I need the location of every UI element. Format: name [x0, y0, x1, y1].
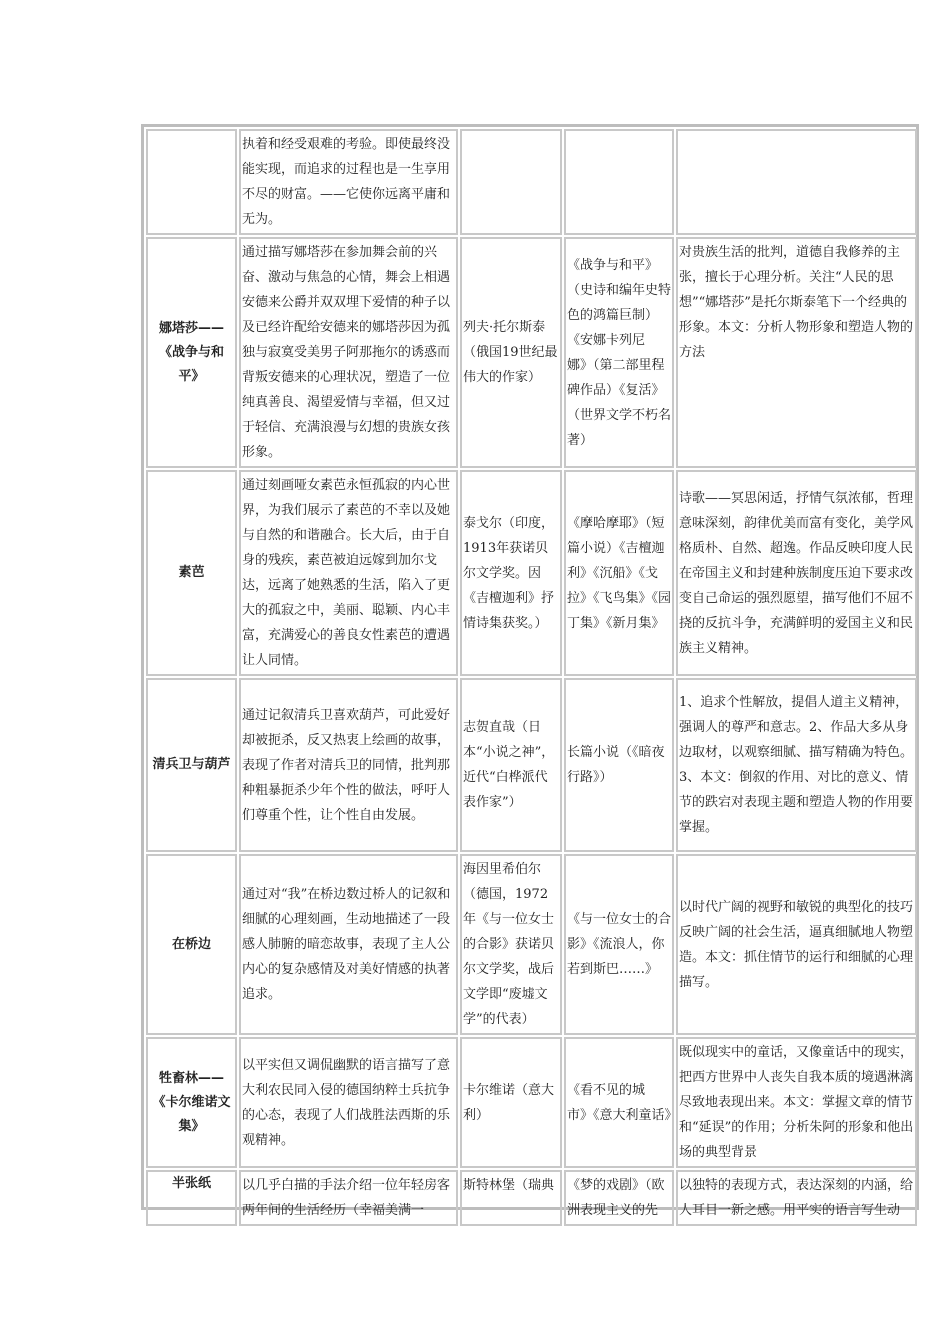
- author-cell: 卡尔维诺（意大利）: [460, 1037, 562, 1168]
- notes-cell: 以独特的表现方式，表达深刻的内涵，给人耳目一新之感。用平实的语言写生动: [676, 1170, 917, 1226]
- work-name-cell: 牲畜林——《卡尔维诺文集》: [146, 1037, 237, 1168]
- summary-cell: 以几乎白描的手法介绍一位年轻房客两年间的生活经历（幸福美满一: [239, 1170, 458, 1226]
- summary-cell: 通过描写娜塔莎在参加舞会前的兴奋、激动与焦急的心情，舞会上相遇安德来公爵并双双埋下爱情的种子以及已经许配给安德来的娜塔莎因为孤独与寂寞受美男子阿那拖尔的诱惑而背叛安德来的心理状况，塑造了一位纯真善良、渴望爱情与幸福，但又过于轻信、充满浪漫与幻想的贵族女孩形象。: [239, 237, 458, 468]
- works-cell: [564, 129, 674, 235]
- work-name-cell: 半张纸: [146, 1170, 237, 1226]
- table-row: [146, 129, 917, 235]
- literature-table: [141, 124, 919, 1218]
- work-name-cell: 娜塔莎——《战争与和平》: [146, 237, 237, 468]
- table-row: [146, 678, 917, 852]
- works-cell: 长篇小说（《暗夜行路》）: [564, 678, 674, 852]
- works-cell: 《摩哈摩耶》（短篇小说）《吉檀迦利》《沉船》《戈拉》《飞鸟集》《园丁集》《新月集》: [564, 470, 674, 676]
- works-cell: 《与一位女士的合影》《流浪人，你若到斯巴……》: [564, 854, 674, 1035]
- table-row: [146, 237, 917, 468]
- notes-cell: 以时代广阔的视野和敏锐的典型化的技巧反映广阔的社会生活，逼真细腻地人物塑造。本文：抓住情节的运行和细腻的心理描写。: [676, 854, 917, 1035]
- summary-cell: 执着和经受艰难的考验。即使最终没能实现，而追求的过程也是一生享用不尽的财富。——它使你远离平庸和无为。: [239, 129, 458, 235]
- table-row: [146, 1037, 917, 1168]
- works-cell: 《战争与和平》（史诗和编年史特色的鸿篇巨制）《安娜卡列尼娜》（第二部里程碑作品）《复活》（世界文学不朽名著）: [564, 237, 674, 468]
- work-name-cell: 在桥边: [146, 854, 237, 1035]
- notes-cell: 诗歌——冥思闲适，抒情气氛浓郁，哲理意味深刻，韵律优美而富有变化，美学风格质朴、自然、超逸。作品反映印度人民在帝国主义和封建种族制度压迫下要求改变自己命运的强烈愿望，描写他们不屈不挠的反抗斗争，充满鲜明的爱国主义和民族主义精神。: [676, 470, 917, 676]
- summary-cell: 以平实但又调侃幽默的语言描写了意大利农民同入侵的德国纳粹士兵抗争的心态，表现了人们战胜法西斯的乐观精神。: [239, 1037, 458, 1168]
- table-row: [146, 470, 917, 676]
- work-name-cell: 素芭: [146, 470, 237, 676]
- literature-table-grid: [144, 127, 919, 1228]
- author-cell: 志贺直哉（日本“小说之神”，近代“白桦派代表作家”）: [460, 678, 562, 852]
- summary-cell: 通过记叙清兵卫喜欢葫芦，可此爱好却被扼杀，反又热衷上绘画的故事，表现了作者对清兵卫的同情，批判那种粗暴扼杀少年个性的做法，呼吁人们尊重个性，让个性自由发展。: [239, 678, 458, 852]
- work-name-cell: 清兵卫与葫芦: [146, 678, 237, 852]
- table-row: [146, 854, 917, 1035]
- author-cell: 斯特林堡（瑞典: [460, 1170, 562, 1226]
- notes-cell: 1、追求个性解放，提倡人道主义精神，强调人的尊严和意志。2、作品大多从身边取材，以观察细腻、描写精确为特色。3、本文：倒叙的作用、对比的意义、情节的跌宕对表现主题和塑造人物的作用要掌握。: [676, 678, 917, 852]
- works-cell: 《看不见的城市》《意大利童话》: [564, 1037, 674, 1168]
- author-cell: [460, 129, 562, 235]
- notes-cell: [676, 129, 917, 235]
- notes-cell: 既似现实中的童话，又像童话中的现实，把西方世界中人丧失自我本质的境遇淋漓尽致地表现出来。本文：掌握文章的情节和“延误”的作用；分析朱阿的形象和他出场的典型背景: [676, 1037, 917, 1168]
- author-cell: 泰戈尔（印度，1913年获诺贝尔文学奖。因《吉檀迦利》抒情诗集获奖。）: [460, 470, 562, 676]
- work-name-cell: [146, 129, 237, 235]
- summary-cell: 通过刻画哑女素芭永恒孤寂的内心世界，为我们展示了素芭的不幸以及她与自然的和谐融合。长大后，由于自身的残疾，素芭被迫远嫁到加尔戈达，远离了她熟悉的生活，陷入了更大的孤寂之中，美丽、聪颖、内心丰富，充满爱心的善良女性素芭的遭遇让人同情。: [239, 470, 458, 676]
- table-row: [146, 1170, 917, 1226]
- works-cell: 《梦的戏剧》（欧洲表现主义的先: [564, 1170, 674, 1226]
- summary-cell: 通过对“我”在桥边数过桥人的记叙和细腻的心理刻画，生动地描述了一段感人肺腑的暗恋故事，表现了主人公内心的复杂感情及对美好情感的执著追求。: [239, 854, 458, 1035]
- notes-cell: 对贵族生活的批判，道德自我修养的主张，擅长于心理分析。关注“人民的思想”“娜塔莎”是托尔斯泰笔下一个经典的形象。本文：分析人物形象和塑造人物的方法: [676, 237, 917, 468]
- author-cell: 海因里希伯尔（德国，1972年《与一位女士的合影》获诺贝尔文学奖，战后文学即“废墟文学”的代表）: [460, 854, 562, 1035]
- author-cell: 列夫·托尔斯泰（俄国19世纪最伟大的作家）: [460, 237, 562, 468]
